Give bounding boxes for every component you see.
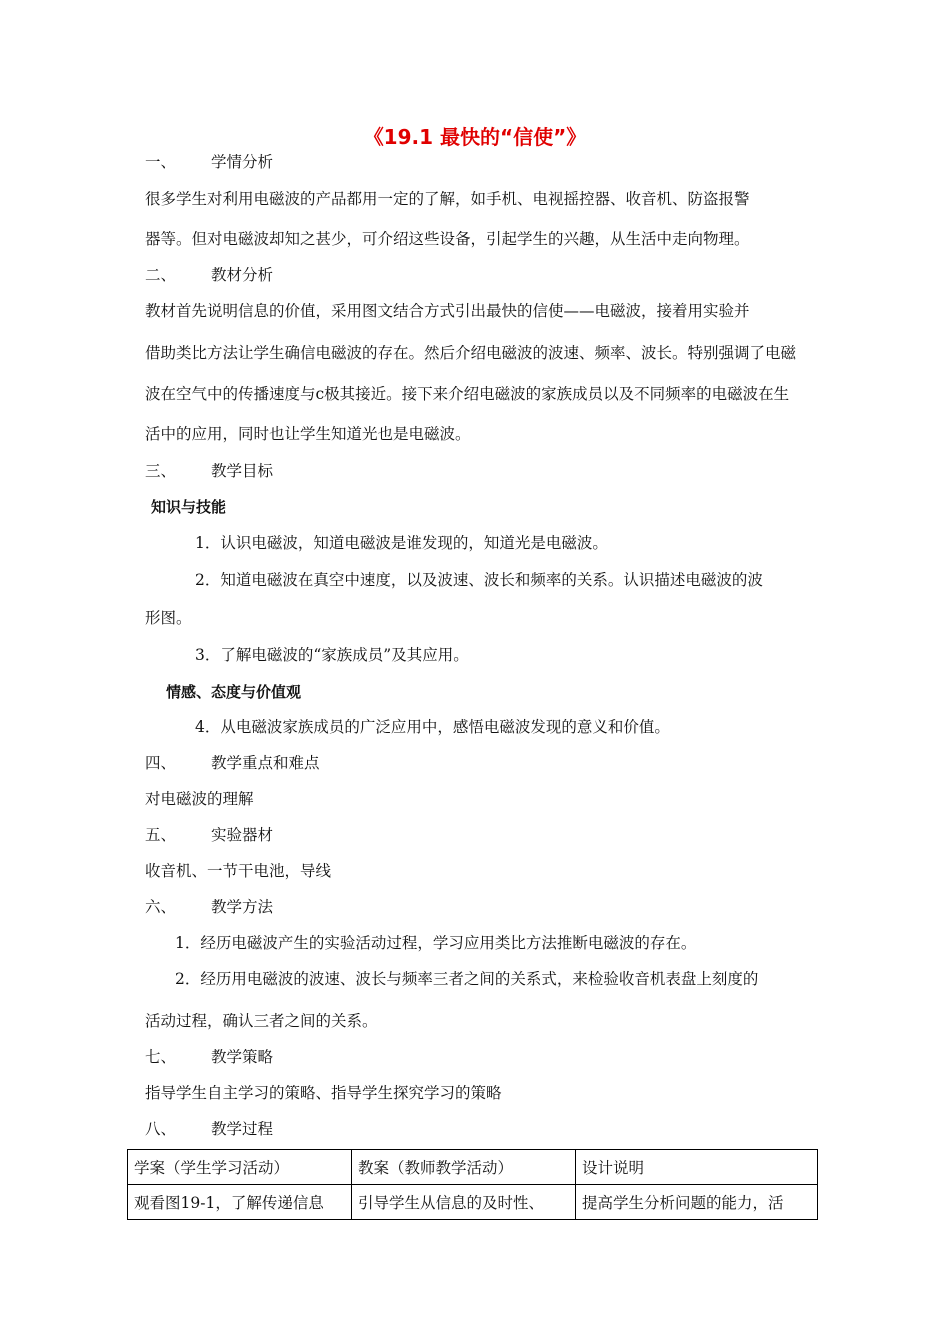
subheading-knowledge-skills: 知识与技能 xyxy=(151,498,227,516)
section-heading-4 xyxy=(145,753,320,773)
section-title: 学情分析 xyxy=(211,153,274,171)
method-item-1: 1．经历电磁波产生的实验活动过程，学习应用类比方法推断电磁波的存在。 xyxy=(175,934,697,952)
table-header-cell: 学案（学生学习活动） xyxy=(128,1150,352,1185)
section-title: 教学方法 xyxy=(211,898,274,916)
table-header-row xyxy=(128,1150,818,1185)
section-number: 六、 xyxy=(145,898,177,916)
section-heading-7 xyxy=(145,1047,273,1067)
section-heading-5 xyxy=(145,825,273,845)
section-number: 五、 xyxy=(145,826,177,844)
section-heading-8 xyxy=(145,1119,273,1139)
section-title: 实验器材 xyxy=(211,826,274,844)
goal-item-1: 1．认识电磁波，知道电磁波是谁发现的，知道光是电磁波。 xyxy=(195,534,608,552)
table-cell: 提高学生分析问题的能力，活 xyxy=(576,1185,818,1220)
section-heading-6 xyxy=(145,897,273,917)
paragraph-line: 对电磁波的理解 xyxy=(145,790,254,808)
teaching-process-table xyxy=(127,1149,818,1220)
paragraph-line: 教材首先说明信息的价值，采用图文结合方式引出最快的信使——电磁波，接着用实验并 xyxy=(145,302,750,320)
method-item-2-continued: 活动过程，确认三者之间的关系。 xyxy=(145,1012,378,1030)
table-header-cell: 设计说明 xyxy=(576,1150,818,1185)
goal-item-3: 3．了解电磁波的“家族成员”及其应用。 xyxy=(195,646,469,664)
table-row xyxy=(128,1185,818,1220)
paragraph-line: 活中的应用，同时也让学生知道光也是电磁波。 xyxy=(145,425,471,443)
section-number: 七、 xyxy=(145,1048,177,1066)
paragraph-line: 借助类比方法让学生确信电磁波的存在。然后介绍电磁波的波速、频率、波长。特别强调了电磁 xyxy=(145,344,797,362)
section-number: 八、 xyxy=(145,1120,177,1138)
paragraph-line: 波在空气中的传播速度与c极其接近。接下来介绍电磁波的家族成员以及不同频率的电磁波在生 xyxy=(145,385,790,403)
table-header-cell: 教案（教师教学活动） xyxy=(352,1150,576,1185)
method-item-2: 2．经历用电磁波的波速、波长与频率三者之间的关系式，来检验收音机表盘上刻度的 xyxy=(175,970,759,988)
goal-item-2: 2．知道电磁波在真空中速度，以及波速、波长和频率的关系。认识描述电磁波的波 xyxy=(195,571,763,589)
section-title: 教学目标 xyxy=(211,462,274,480)
table-cell: 引导学生从信息的及时性、 xyxy=(352,1185,576,1220)
paragraph-line: 很多学生对利用电磁波的产品都用一定的了解，如手机、电视摇控器、收音机、防盗报警 xyxy=(145,190,750,208)
goal-item-4: 4．从电磁波家族成员的广泛应用中，感悟电磁波发现的意义和价值。 xyxy=(195,718,670,736)
section-title: 教学重点和难点 xyxy=(211,754,320,772)
goal-item-2-continued: 形图。 xyxy=(145,609,192,627)
subheading-emotion-values: 情感、态度与价值观 xyxy=(166,683,302,701)
paragraph-line: 收音机、一节干电池，导线 xyxy=(145,862,332,880)
section-heading-1 xyxy=(145,152,273,172)
section-number: 三、 xyxy=(145,462,177,480)
section-title: 教学过程 xyxy=(211,1120,274,1138)
section-number: 四、 xyxy=(145,754,177,772)
table-cell: 观看图19-1，了解传递信息 xyxy=(128,1185,352,1220)
section-heading-3 xyxy=(145,461,273,481)
document-title: 《19.1 最快的“信使”》 xyxy=(363,125,587,149)
paragraph-line: 指导学生自主学习的策略、指导学生探究学习的策略 xyxy=(145,1084,502,1102)
section-title: 教材分析 xyxy=(211,266,274,284)
paragraph-line: 器等。但对电磁波却知之甚少，可介绍这些设备，引起学生的兴趣，从生活中走向物理。 xyxy=(145,230,750,248)
section-heading-2 xyxy=(145,265,273,285)
section-number: 二、 xyxy=(145,266,177,284)
section-number: 一、 xyxy=(145,153,177,171)
section-title: 教学策略 xyxy=(211,1048,274,1066)
